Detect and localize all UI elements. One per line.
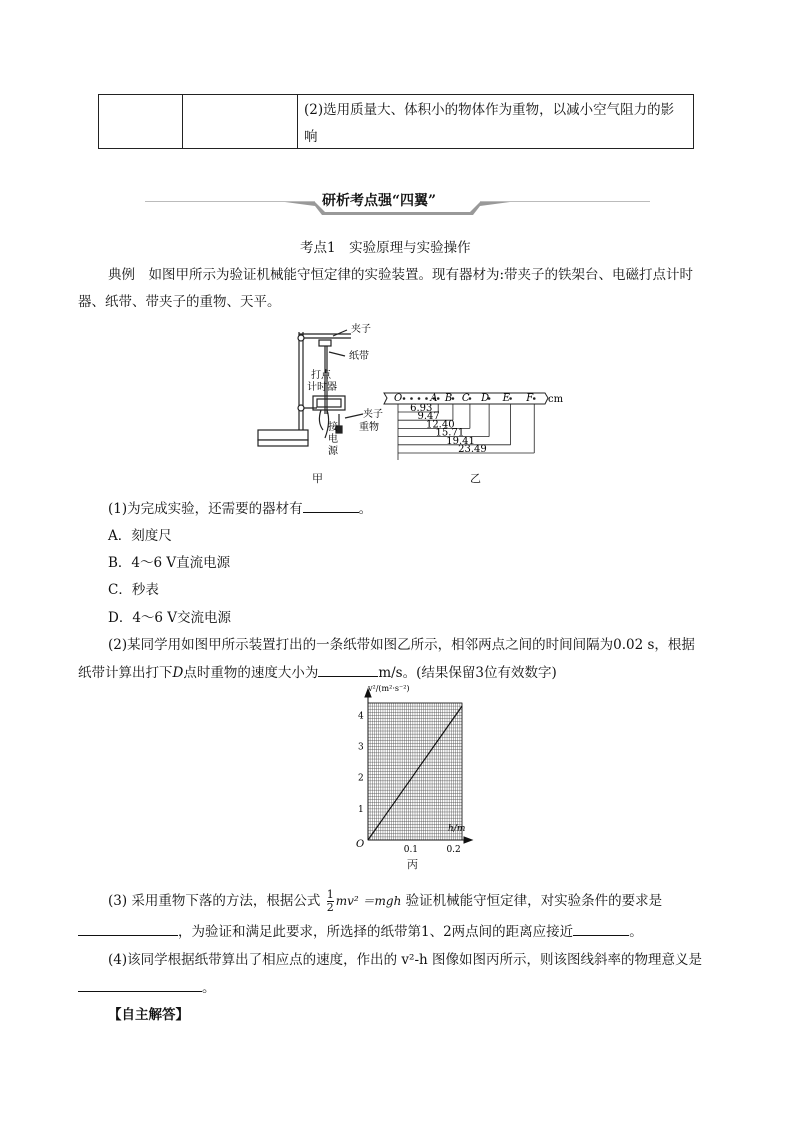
- graph-origin-label: O: [356, 839, 365, 850]
- y-tick-label: 4: [358, 711, 364, 722]
- x-tick-label: 0.1: [403, 845, 419, 855]
- q2-line-2: [78, 661, 557, 681]
- power-label-2: 电: [328, 434, 338, 445]
- weight-label: 重物: [359, 422, 379, 433]
- figure-bing-label: 丙: [407, 858, 418, 871]
- y-tick-label: 1: [358, 804, 364, 815]
- graph-x-label: h/m: [448, 824, 466, 834]
- answer-heading: 【自主解答】: [108, 1007, 189, 1023]
- example-line-2: 器、纸带、带夹子的重物、天平。: [78, 294, 281, 310]
- tape-dot: [403, 397, 406, 400]
- power-label-1: 接: [328, 422, 338, 433]
- table-cell-3-line2: 响: [304, 129, 318, 145]
- tape-distance-label: 6.93: [410, 403, 433, 414]
- q3-answer-blank-1[interactable]: [78, 923, 178, 936]
- q3-answer-blank-2[interactable]: [573, 923, 629, 936]
- q1-option-a: A．刻度尺: [108, 528, 172, 544]
- v2-h-graph: [348, 685, 478, 870]
- banner-title: 研析考点强“四翼”: [322, 193, 437, 209]
- timer-label-1: 打点: [311, 370, 331, 381]
- tape-point-label: F: [526, 393, 534, 404]
- figure-yi-label: 乙: [470, 472, 481, 485]
- tape-point-label: C: [461, 393, 470, 404]
- q1-stem: [108, 497, 372, 517]
- q2-line-1: (2)某同学用如图甲所示装置打出的一条纸带如图乙所示，相邻两点之间的时间间隔为0.02 s，根据: [108, 637, 695, 653]
- q1-option-c: C．秒表: [108, 582, 159, 598]
- q3-frac-num: 1: [326, 888, 334, 901]
- power-label-3: 源: [328, 446, 338, 457]
- tape-point-label: A: [430, 393, 438, 404]
- q4-line-2: [78, 976, 216, 996]
- tape-dot: [425, 397, 428, 400]
- tape-point-label: D: [481, 393, 490, 404]
- tape-point-dot: [533, 397, 536, 400]
- q1-option-d: D．4～6 V交流电源: [108, 610, 232, 626]
- clamp-label: 夹子: [351, 324, 371, 335]
- tape-dot: [410, 397, 413, 400]
- clamp2-label: 夹子: [363, 409, 383, 420]
- q2-text-b: 点时重物的速度大小为: [183, 665, 319, 681]
- q2-point-d: D: [172, 665, 184, 681]
- q4-text-end: 。: [202, 980, 216, 996]
- q3-fraction: [327, 889, 334, 914]
- q2-text-a: 纸带计算出打下: [78, 665, 173, 681]
- q3-text-c: ，为验证和满足此要求，所选择的纸带第1、2两点间的距离应接近: [178, 924, 574, 940]
- tape-distance-label: 9.47: [417, 411, 440, 423]
- x-axis-arrow: [464, 837, 472, 843]
- q3-line-2: [78, 920, 643, 940]
- graph-y-label: v²/(m²·s⁻²): [368, 685, 410, 693]
- section-title: 考点1 实验原理与实验操作: [300, 240, 471, 256]
- q1-option-b: B．4～6 V直流电源: [108, 555, 231, 571]
- y-tick-label: 2: [358, 773, 364, 784]
- q3-text-d: 。: [629, 924, 643, 940]
- q3-line-1: [108, 889, 662, 914]
- figure-jia-label: 甲: [312, 472, 323, 485]
- tape-distance-label: 19.41: [446, 435, 475, 447]
- paper-tape-figure: [380, 390, 570, 462]
- q2-answer-blank[interactable]: [318, 664, 378, 677]
- apparatus-figure: [255, 322, 390, 462]
- requirements-table: [98, 94, 694, 149]
- table-cell-3-line1: (2)选用质量大、体积小的物体作为重物，以减小空气阻力的影: [304, 102, 675, 118]
- q3-formula: mv² ＝mgh: [335, 894, 402, 908]
- q1-stem-end: 。: [358, 501, 373, 517]
- table-cell-2: [182, 95, 298, 148]
- q2-text-c: m/s。(结果保留3位有效数字): [378, 665, 557, 681]
- q3-text-b: 验证机械能守恒定律，对实验条件的要求是: [405, 893, 663, 909]
- tape-origin-label: O: [394, 393, 403, 404]
- tape-distance-label: 23.49: [458, 444, 487, 455]
- timer-label-2: 计时器: [307, 382, 337, 393]
- table-cell-1: [99, 95, 183, 148]
- q3-frac-den: 2: [326, 901, 334, 914]
- example-line-1: 典例 如图甲所示为验证机械能守恒定律的实验装置。现有器材为:带夹子的铁架台、电磁打点计时: [108, 267, 694, 283]
- tape-label: 纸带: [349, 351, 369, 362]
- tape-dot: [418, 397, 421, 400]
- q4-line-1: (4)该同学根据纸带算出了相应点的速度，作出的 v²-h 图像如图丙所示，则该图线斜率的物理意义是: [108, 952, 702, 968]
- tape-distance-label: 15.71: [435, 427, 465, 439]
- tape-unit-label: cm: [548, 394, 564, 405]
- q4-answer-blank[interactable]: [78, 979, 202, 992]
- tape-distance-label: 12.40: [425, 419, 455, 431]
- tape-point-label: E: [502, 393, 510, 404]
- y-tick-label: 3: [358, 742, 364, 753]
- q1-stem-text: (1)为完成实验，还需要的器材有: [108, 501, 303, 517]
- table-cell-3: [304, 97, 689, 151]
- q3-text-a: (3) 采用重物下落的方法，根据公式: [108, 893, 321, 909]
- tape-point-label: B: [444, 393, 453, 404]
- q1-answer-blank[interactable]: [303, 500, 359, 513]
- x-tick-label: 0.2: [446, 845, 461, 855]
